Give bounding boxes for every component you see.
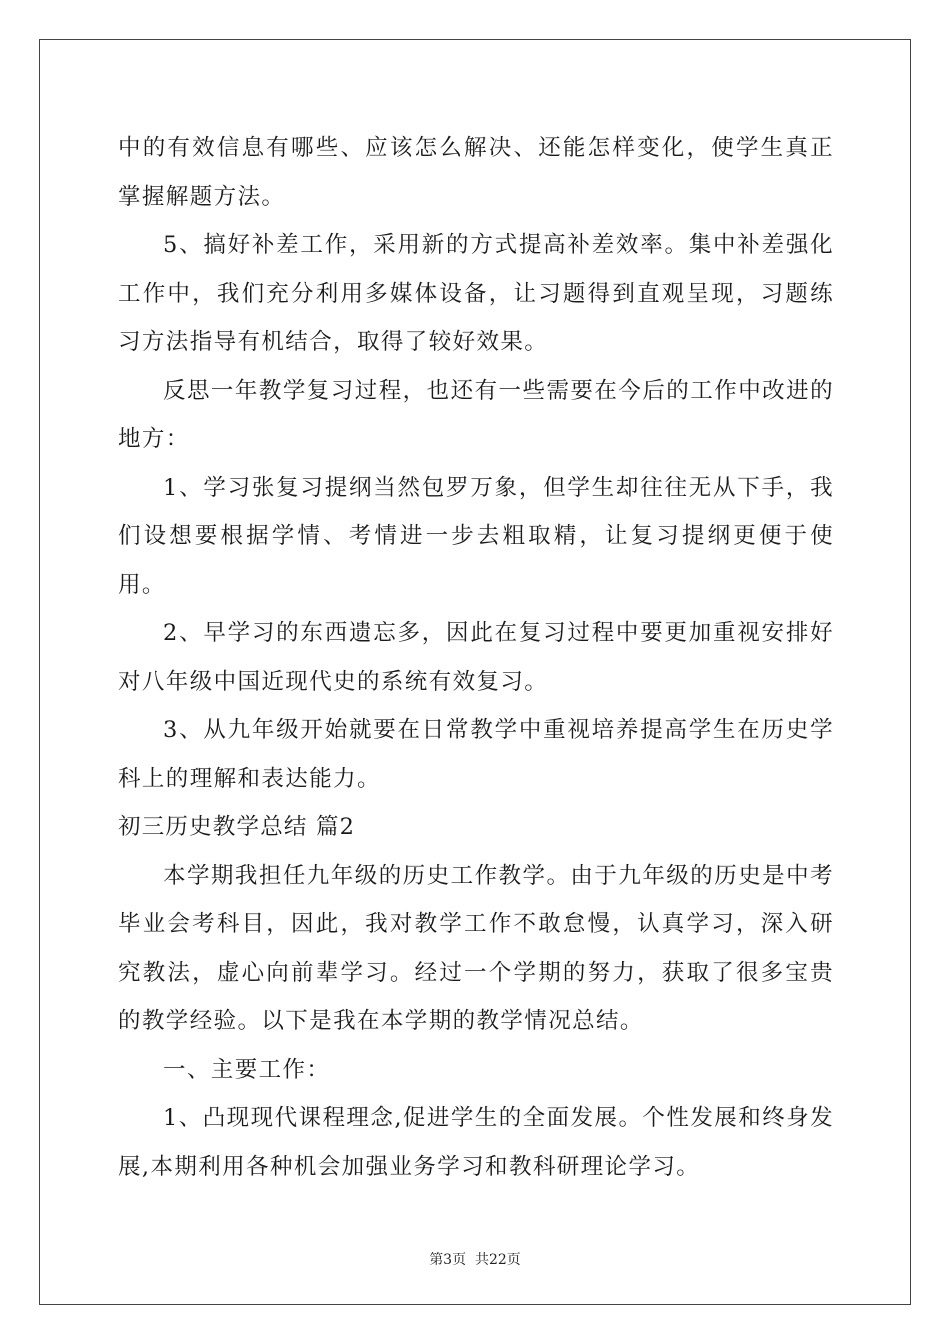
- page-number-label: 第3页 共22页: [429, 1252, 521, 1268]
- paragraph: 1、学习张复习提纲当然包罗万象，但学生却往往无从下手，我们设想要根据学情、考情进一步去粗取精，让复习提纲更便于使用。: [118, 474, 834, 598]
- paragraph: 反思一年教学复习过程，也还有一些需要在今后的工作中改进的地方：: [118, 377, 834, 452]
- paragraph: 5、搞好补差工作，采用新的方式提高补差效率。集中补差强化工作中，我们充分利用多媒体设备，让习题得到直观呈现，习题练习方法指导有机结合，取得了较好效果。: [118, 232, 834, 355]
- paragraph: 一、主要工作：: [163, 1056, 331, 1083]
- document-body: [118, 124, 834, 1191]
- paragraph: 本学期我担任九年级的历史工作教学。由于九年级的历史是中考毕业会考科目，因此，我对教学工作不敢怠慢，认真学习，深入研究教法，虚心向前辈学习。经过一个学期的努力，获取了很多宝贵的教学经验。以下是我在本学期的教学情况总结。: [118, 862, 834, 1034]
- section-heading: 初三历史教学总结 篇2: [118, 814, 356, 840]
- page-footer: [0, 1249, 950, 1269]
- paragraph: 1、凸现现代课程理念,促进学生的全面发展。个性发展和终身发展,本期利用各种机会加强业务学习和教科研理论学习。: [118, 1105, 834, 1180]
- paragraph: 中的有效信息有哪些、应该怎么解决、还能怎样变化，使学生真正掌握解题方法。: [118, 135, 834, 210]
- paragraph: 2、早学习的东西遗忘多，因此在复习过程中要更加重视安排好对八年级中国近现代史的系统有效复习。: [118, 620, 834, 695]
- paragraph: 3、从九年级开始就要在日常教学中重视培养提高学生在历史学科上的理解和表达能力。: [118, 717, 834, 792]
